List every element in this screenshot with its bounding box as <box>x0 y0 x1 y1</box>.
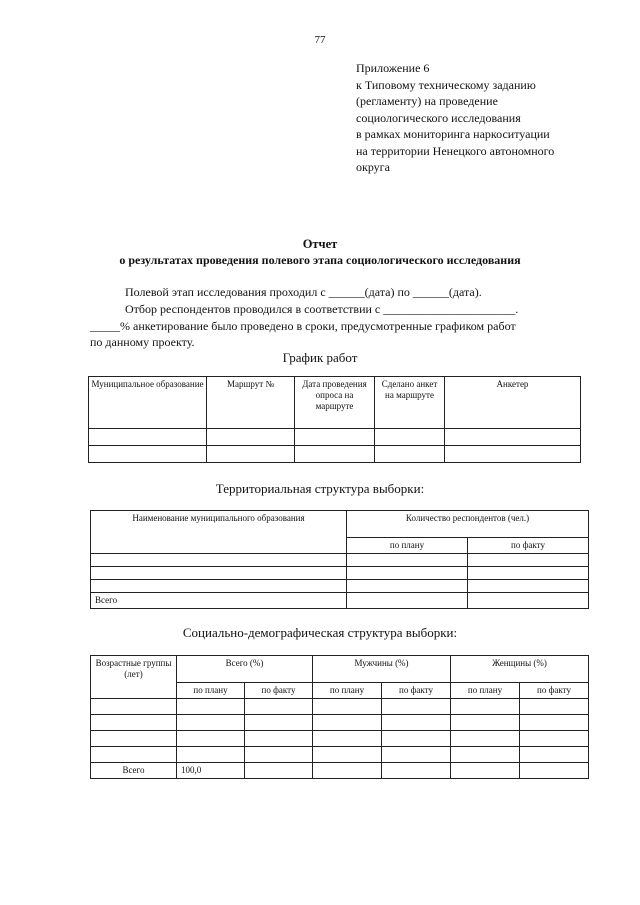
demographic-header-fact: по факту <box>382 683 451 699</box>
report-subtitle: о результатах проведения полевого этапа социологического исследования <box>119 253 521 267</box>
table-cell <box>451 763 520 779</box>
demographic-header-plan: по плану <box>451 683 520 699</box>
table-row <box>91 763 589 779</box>
table-cell <box>245 763 313 779</box>
appendix-line: в рамках мониторинга наркоситуации <box>356 127 550 141</box>
schedule-header-municipality: Муниципальное образование <box>89 377 207 429</box>
schedule-header-interviewer: Анкетер <box>445 377 581 429</box>
table-cell <box>207 446 295 463</box>
page-number: 77 <box>314 34 326 46</box>
table-cell <box>468 567 589 580</box>
report-title: Отчет <box>302 237 338 251</box>
table-cell <box>375 446 445 463</box>
table-row <box>91 747 589 763</box>
demographic-header-female: Женщины (%) <box>451 656 589 683</box>
table-cell <box>382 763 451 779</box>
demographic-header-total: Всего (%) <box>177 656 313 683</box>
table-cell <box>91 747 177 763</box>
table-cell <box>451 699 520 715</box>
table-cell <box>245 715 313 731</box>
demographic-title: Социально-демографическая структура выборки: <box>182 625 458 640</box>
table-cell <box>313 763 382 779</box>
table-cell <box>445 446 581 463</box>
table-cell <box>382 731 451 747</box>
table-cell <box>451 731 520 747</box>
table-cell <box>295 429 375 446</box>
table-cell <box>382 715 451 731</box>
report-line-selection: Отбор респондентов проводился в соответствии с ______________________. <box>125 302 519 316</box>
schedule-header-done: Сделано анкет на маршруте <box>375 377 445 429</box>
schedule-title: График работ <box>282 350 358 365</box>
table-row <box>89 446 581 463</box>
demographic-total-value: 100,0 <box>177 763 245 779</box>
table-cell <box>313 747 382 763</box>
territorial-header-fact: по факту <box>468 538 589 554</box>
demographic-header-fact: по факту <box>520 683 589 699</box>
demographic-header-age: Возрастные группы (лет) <box>91 656 177 699</box>
table-cell <box>91 731 177 747</box>
table-cell <box>382 699 451 715</box>
table-cell <box>91 699 177 715</box>
table-cell <box>245 747 313 763</box>
table-cell <box>177 747 245 763</box>
demographic-total-label: Всего <box>91 763 177 779</box>
table-cell <box>445 429 581 446</box>
territorial-title: Территориальная структура выборки: <box>215 481 425 496</box>
territorial-header-plan: по плану <box>347 538 468 554</box>
territorial-header-count: Количество респондентов (чел.) <box>347 511 589 538</box>
table-row <box>91 593 589 609</box>
table-row <box>91 699 589 715</box>
table-cell <box>520 747 589 763</box>
demographic-header-male: Мужчины (%) <box>313 656 451 683</box>
table-cell <box>313 699 382 715</box>
report-line-project: по данному проекту. <box>90 335 195 349</box>
report-line-percent: _____% анкетирование было проведено в сроки, предусмотренные графиком работ <box>90 319 516 333</box>
table-cell <box>520 699 589 715</box>
table-cell <box>177 699 245 715</box>
table-row <box>91 567 589 580</box>
table-cell <box>468 593 589 609</box>
table-cell <box>313 715 382 731</box>
table-cell <box>91 580 347 593</box>
territorial-total-label: Всего <box>91 593 347 609</box>
appendix-line: (регламенту) на проведение <box>356 94 498 108</box>
table-cell <box>245 699 313 715</box>
demographic-header-fact: по факту <box>245 683 313 699</box>
table-cell <box>89 446 207 463</box>
schedule-header-date: Дата проведения опроса на маршруте <box>295 377 375 429</box>
appendix-line: округа <box>356 160 390 174</box>
demographic-header-plan: по плану <box>313 683 382 699</box>
table-cell <box>451 715 520 731</box>
table-cell <box>468 580 589 593</box>
table-cell <box>91 554 347 567</box>
report-line-dates: Полевой этап исследования проходил с ______(дата) по ______(дата). <box>125 285 482 299</box>
table-row <box>91 731 589 747</box>
demographic-header-plan: по плану <box>177 683 245 699</box>
table-cell <box>347 567 468 580</box>
appendix-line: социологического исследования <box>356 110 521 125</box>
table-row <box>89 429 581 446</box>
table-cell <box>382 747 451 763</box>
appendix-line: на территории Ненецкого автономного <box>356 143 555 158</box>
territorial-header-name: Наименование муниципального образования <box>91 511 347 554</box>
table-cell <box>468 554 589 567</box>
table-cell <box>91 715 177 731</box>
table-cell <box>89 429 207 446</box>
table-cell <box>347 580 468 593</box>
appendix-header <box>356 60 616 176</box>
demographic-table <box>90 655 589 779</box>
table-cell <box>207 429 295 446</box>
table-cell <box>520 715 589 731</box>
territorial-table <box>90 510 589 609</box>
table-cell <box>451 747 520 763</box>
schedule-header-route: Маршрут № <box>207 377 295 429</box>
table-cell <box>520 731 589 747</box>
table-cell <box>347 554 468 567</box>
appendix-line: Приложение 6 <box>356 61 430 75</box>
table-cell <box>375 429 445 446</box>
table-cell <box>177 715 245 731</box>
table-cell <box>520 763 589 779</box>
appendix-line: к Типовому техническому заданию <box>356 77 536 92</box>
table-row <box>91 580 589 593</box>
table-cell <box>177 731 245 747</box>
schedule-table <box>88 376 581 463</box>
table-cell <box>245 731 313 747</box>
table-cell <box>91 567 347 580</box>
table-cell <box>295 446 375 463</box>
table-row <box>91 715 589 731</box>
table-row <box>91 554 589 567</box>
table-cell <box>313 731 382 747</box>
table-cell <box>347 593 468 609</box>
